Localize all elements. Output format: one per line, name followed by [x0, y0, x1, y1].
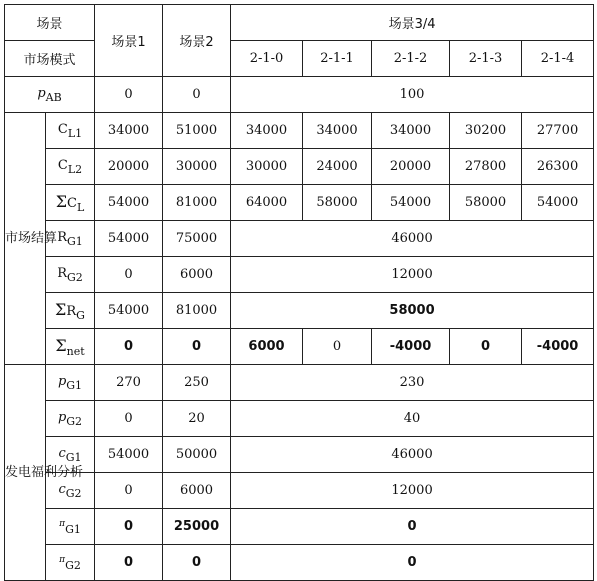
- row-label-cg2: $c_{G2}$: [46, 473, 95, 509]
- cell: 46000: [231, 437, 594, 473]
- pab-scene1: 0: [95, 77, 163, 113]
- cell: 54000: [95, 293, 163, 329]
- table-row-sum-rg: [5, 293, 594, 329]
- cell: 27800: [450, 149, 522, 185]
- scene34-header: 场景3/4: [231, 5, 594, 41]
- sub-case-2: 2-1-2: [372, 41, 450, 77]
- cell: 20000: [95, 149, 163, 185]
- cell: 0: [303, 329, 372, 365]
- table-row-rg1: [5, 221, 594, 257]
- table-row-cg2: [5, 473, 594, 509]
- cell: -4000: [522, 329, 594, 365]
- table-row-pg1: [5, 365, 594, 401]
- cell: 34000: [372, 113, 450, 149]
- header-row-1: [5, 5, 594, 41]
- scene2-header: 场景2: [163, 5, 231, 77]
- cell: 54000: [372, 185, 450, 221]
- cell: 46000: [231, 221, 594, 257]
- cell: 58000: [450, 185, 522, 221]
- cell: 27700: [522, 113, 594, 149]
- pab-scene34: 100: [231, 77, 594, 113]
- cell: 34000: [303, 113, 372, 149]
- cell: 6000: [163, 473, 231, 509]
- row-label-cl1: $C_{L1}$: [46, 113, 95, 149]
- pab-scene2: 0: [163, 77, 231, 113]
- cell: 0: [95, 401, 163, 437]
- cell: 58000: [231, 293, 594, 329]
- row-label-cg1: $c_{G1}$: [46, 437, 95, 473]
- row-label-sum-rg: $\Sigma R_G$: [46, 293, 95, 329]
- cell: 25000: [163, 509, 231, 545]
- cell: 26300: [522, 149, 594, 185]
- cell: 0: [95, 545, 163, 581]
- section-market-settlement: 市场结算: [5, 113, 46, 365]
- sub-case-1: 2-1-1: [303, 41, 372, 77]
- table-row-pg2: [5, 401, 594, 437]
- cell: 40: [231, 401, 594, 437]
- sub-case-4: 2-1-4: [522, 41, 594, 77]
- cell: 20: [163, 401, 231, 437]
- row-label-pig2: $^\pi_{G2}$: [46, 545, 95, 581]
- cell: 0: [450, 329, 522, 365]
- cell: 20000: [372, 149, 450, 185]
- sub-case-0: 2-1-0: [231, 41, 303, 77]
- scene1-header: 场景1: [95, 5, 163, 77]
- table-row-cl2: [5, 149, 594, 185]
- table-row-pig2: [5, 545, 594, 581]
- header-row-2: [5, 41, 594, 77]
- cell: 230: [231, 365, 594, 401]
- cell: 58000: [303, 185, 372, 221]
- cell: 270: [95, 365, 163, 401]
- cell: 51000: [163, 113, 231, 149]
- row-label-rg2: $R_{G2}$: [46, 257, 95, 293]
- row-label-sum-cl: $\Sigma C_L$: [46, 185, 95, 221]
- cell: 250: [163, 365, 231, 401]
- section-gen-welfare: 发电福利分析: [5, 365, 46, 581]
- cell: 54000: [95, 221, 163, 257]
- table-row-sum-cl: [5, 185, 594, 221]
- sub-case-3: 2-1-3: [450, 41, 522, 77]
- cell: 34000: [231, 113, 303, 149]
- cell: -4000: [372, 329, 450, 365]
- cell: 30000: [231, 149, 303, 185]
- cell: 0: [231, 509, 594, 545]
- cell: 0: [163, 329, 231, 365]
- cell: 0: [231, 545, 594, 581]
- cell: 12000: [231, 257, 594, 293]
- pab-row: [5, 77, 594, 113]
- cell: 0: [95, 509, 163, 545]
- cell: 6000: [231, 329, 303, 365]
- cell: 24000: [303, 149, 372, 185]
- cell: 0: [95, 473, 163, 509]
- cell: 12000: [231, 473, 594, 509]
- row-label-net: $\Sigma_{net}$: [46, 329, 95, 365]
- table-row-rg2: [5, 257, 594, 293]
- cell: 50000: [163, 437, 231, 473]
- cell: 81000: [163, 293, 231, 329]
- cell: 54000: [95, 185, 163, 221]
- pab-label: $p_{AB}$: [5, 77, 95, 113]
- row-label-pg1: $p_{G1}$: [46, 365, 95, 401]
- row-label-rg1: $R_{G1}$: [46, 221, 95, 257]
- cell: 0: [163, 545, 231, 581]
- cell: 75000: [163, 221, 231, 257]
- cell: 6000: [163, 257, 231, 293]
- row-label-cl2: $C_{L2}$: [46, 149, 95, 185]
- row-label-pg2: $p_{G2}$: [46, 401, 95, 437]
- table-row-cl1: [5, 113, 594, 149]
- table-row-net: [5, 329, 594, 365]
- market-mode-label: 市场模式: [5, 41, 95, 77]
- cell: 54000: [522, 185, 594, 221]
- cell: 34000: [95, 113, 163, 149]
- cell: 54000: [95, 437, 163, 473]
- results-table: [4, 4, 594, 581]
- scene-label: 场景: [5, 5, 95, 41]
- cell: 30200: [450, 113, 522, 149]
- cell: 64000: [231, 185, 303, 221]
- cell: 0: [95, 329, 163, 365]
- cell: 0: [95, 257, 163, 293]
- cell: 81000: [163, 185, 231, 221]
- table-row-cg1: [5, 437, 594, 473]
- table-row-pig1: [5, 509, 594, 545]
- cell: 30000: [163, 149, 231, 185]
- row-label-pig1: $^\pi_{G1}$: [46, 509, 95, 545]
